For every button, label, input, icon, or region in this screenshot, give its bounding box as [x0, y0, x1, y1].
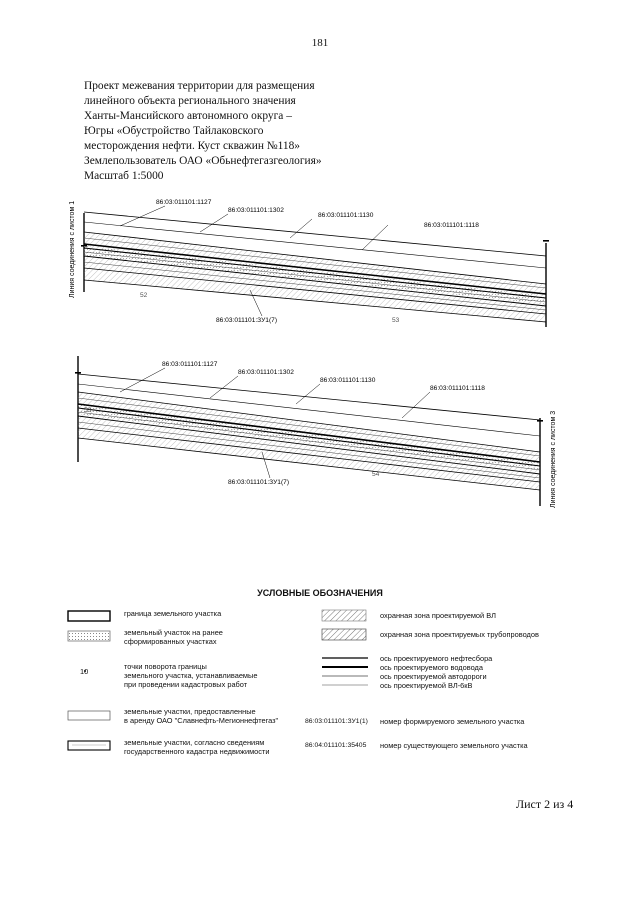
- title-line: Масштаб 1:5000: [84, 170, 164, 182]
- point-label: 52: [140, 292, 148, 299]
- title-line: Ханты-Мансийского автономного округа –: [84, 110, 292, 122]
- point-label: 53: [84, 407, 92, 414]
- legend-symbol-label: 10: [80, 667, 89, 676]
- parcel-label: 86:03:011101:1302: [238, 369, 294, 376]
- legend-line: государственного кадастра недвижимости: [124, 747, 270, 756]
- boundary-symbol: [68, 611, 110, 621]
- top-strip: [69, 199, 549, 327]
- connection-line-label: Линия соединения с листом 1: [69, 200, 76, 298]
- legend-label: ось проектируемого нефтесбора: [380, 654, 493, 663]
- legend-code: 86:03:011101:ЗУ1(1): [305, 718, 368, 725]
- legend-line: земельный участок на ранее: [124, 628, 223, 637]
- rent-parcel-symbol: [68, 711, 110, 720]
- legend-line: земельные участки, предоставленные: [124, 707, 256, 716]
- legend-line: земельные участки, согласно сведениям: [124, 738, 265, 747]
- point-label: 53: [392, 317, 400, 324]
- legend-symbols: [0, 600, 640, 760]
- title-line: линейного объекта регионального значения: [84, 95, 296, 107]
- title-line: Землепользователь ОАО «Обьнефтегазгеология»: [84, 155, 322, 167]
- sheet-number: Лист 2 из 4: [516, 797, 574, 811]
- legend-line: сформированных участках: [124, 637, 217, 646]
- legend-label: номер формируемого земельного участка: [380, 717, 525, 726]
- legend-label: [124, 662, 257, 689]
- legend-label: [124, 707, 278, 725]
- parcel-label: 86:03:011101:1302: [228, 207, 284, 214]
- zone-pipes-symbol: [322, 629, 366, 640]
- parcel-label: 86:03:011101:1130: [318, 212, 374, 219]
- parcel-label: 86:03:011101:1130: [320, 377, 376, 384]
- title-line: месторождения нефти. Куст скважин №118»: [84, 140, 300, 152]
- legend-label: ось проектируемой автодороги: [380, 672, 487, 681]
- legend-line: точки поворота границы: [124, 662, 207, 671]
- legend-line: в аренду ОАО "Славнефть-Мегионнефтегаз": [124, 716, 279, 725]
- legend-line: земельного участка, устанавливаемые: [124, 671, 258, 680]
- legend-label: охранная зона проектируемых трубопроводов: [380, 630, 539, 639]
- title-line: Югры «Обустройство Тайлаковского: [84, 125, 264, 137]
- connection-line-label: Линия соединения с листом 3: [550, 410, 557, 508]
- prev-parcel-symbol: [68, 631, 110, 641]
- legend-label: ось проектируемой ВЛ-6кВ: [380, 681, 473, 690]
- legend-code: 86:04:011101:35405: [305, 742, 367, 749]
- new-parcel-label: 86:03:011101:ЗУ1(7): [216, 317, 278, 324]
- point-label: 54: [372, 471, 380, 478]
- parcel-label: 86:03:011101:1127: [156, 199, 212, 206]
- legend-label: ось проектируемого водовода: [380, 663, 483, 672]
- new-parcel-label: 86:03:011101:ЗУ1(7): [228, 479, 290, 486]
- page-number: 181: [311, 37, 329, 49]
- bottom-strip: [75, 356, 557, 508]
- legend-line: при проведении кадастровых работ: [124, 680, 248, 689]
- cadastre-parcel-symbol: [68, 741, 110, 750]
- parcel-label: 86:03:011101:1118: [430, 385, 485, 392]
- parcel-label: 86:03:011101:1118: [424, 222, 479, 229]
- parcel-label: 86:03:011101:1127: [162, 361, 218, 368]
- legend-label: [124, 738, 269, 756]
- title-line: Проект межевания территории для размещения: [84, 80, 315, 92]
- zone-vl-symbol: [322, 610, 366, 621]
- legend-label: граница земельного участка: [124, 609, 222, 618]
- legend-label: [124, 628, 223, 646]
- legend-heading: УСЛОВНЫЕ ОБОЗНАЧЕНИЯ: [257, 588, 383, 598]
- legend-label: охранная зона проектируемой ВЛ: [380, 611, 496, 620]
- legend-label: номер существующего земельного участка: [380, 741, 528, 750]
